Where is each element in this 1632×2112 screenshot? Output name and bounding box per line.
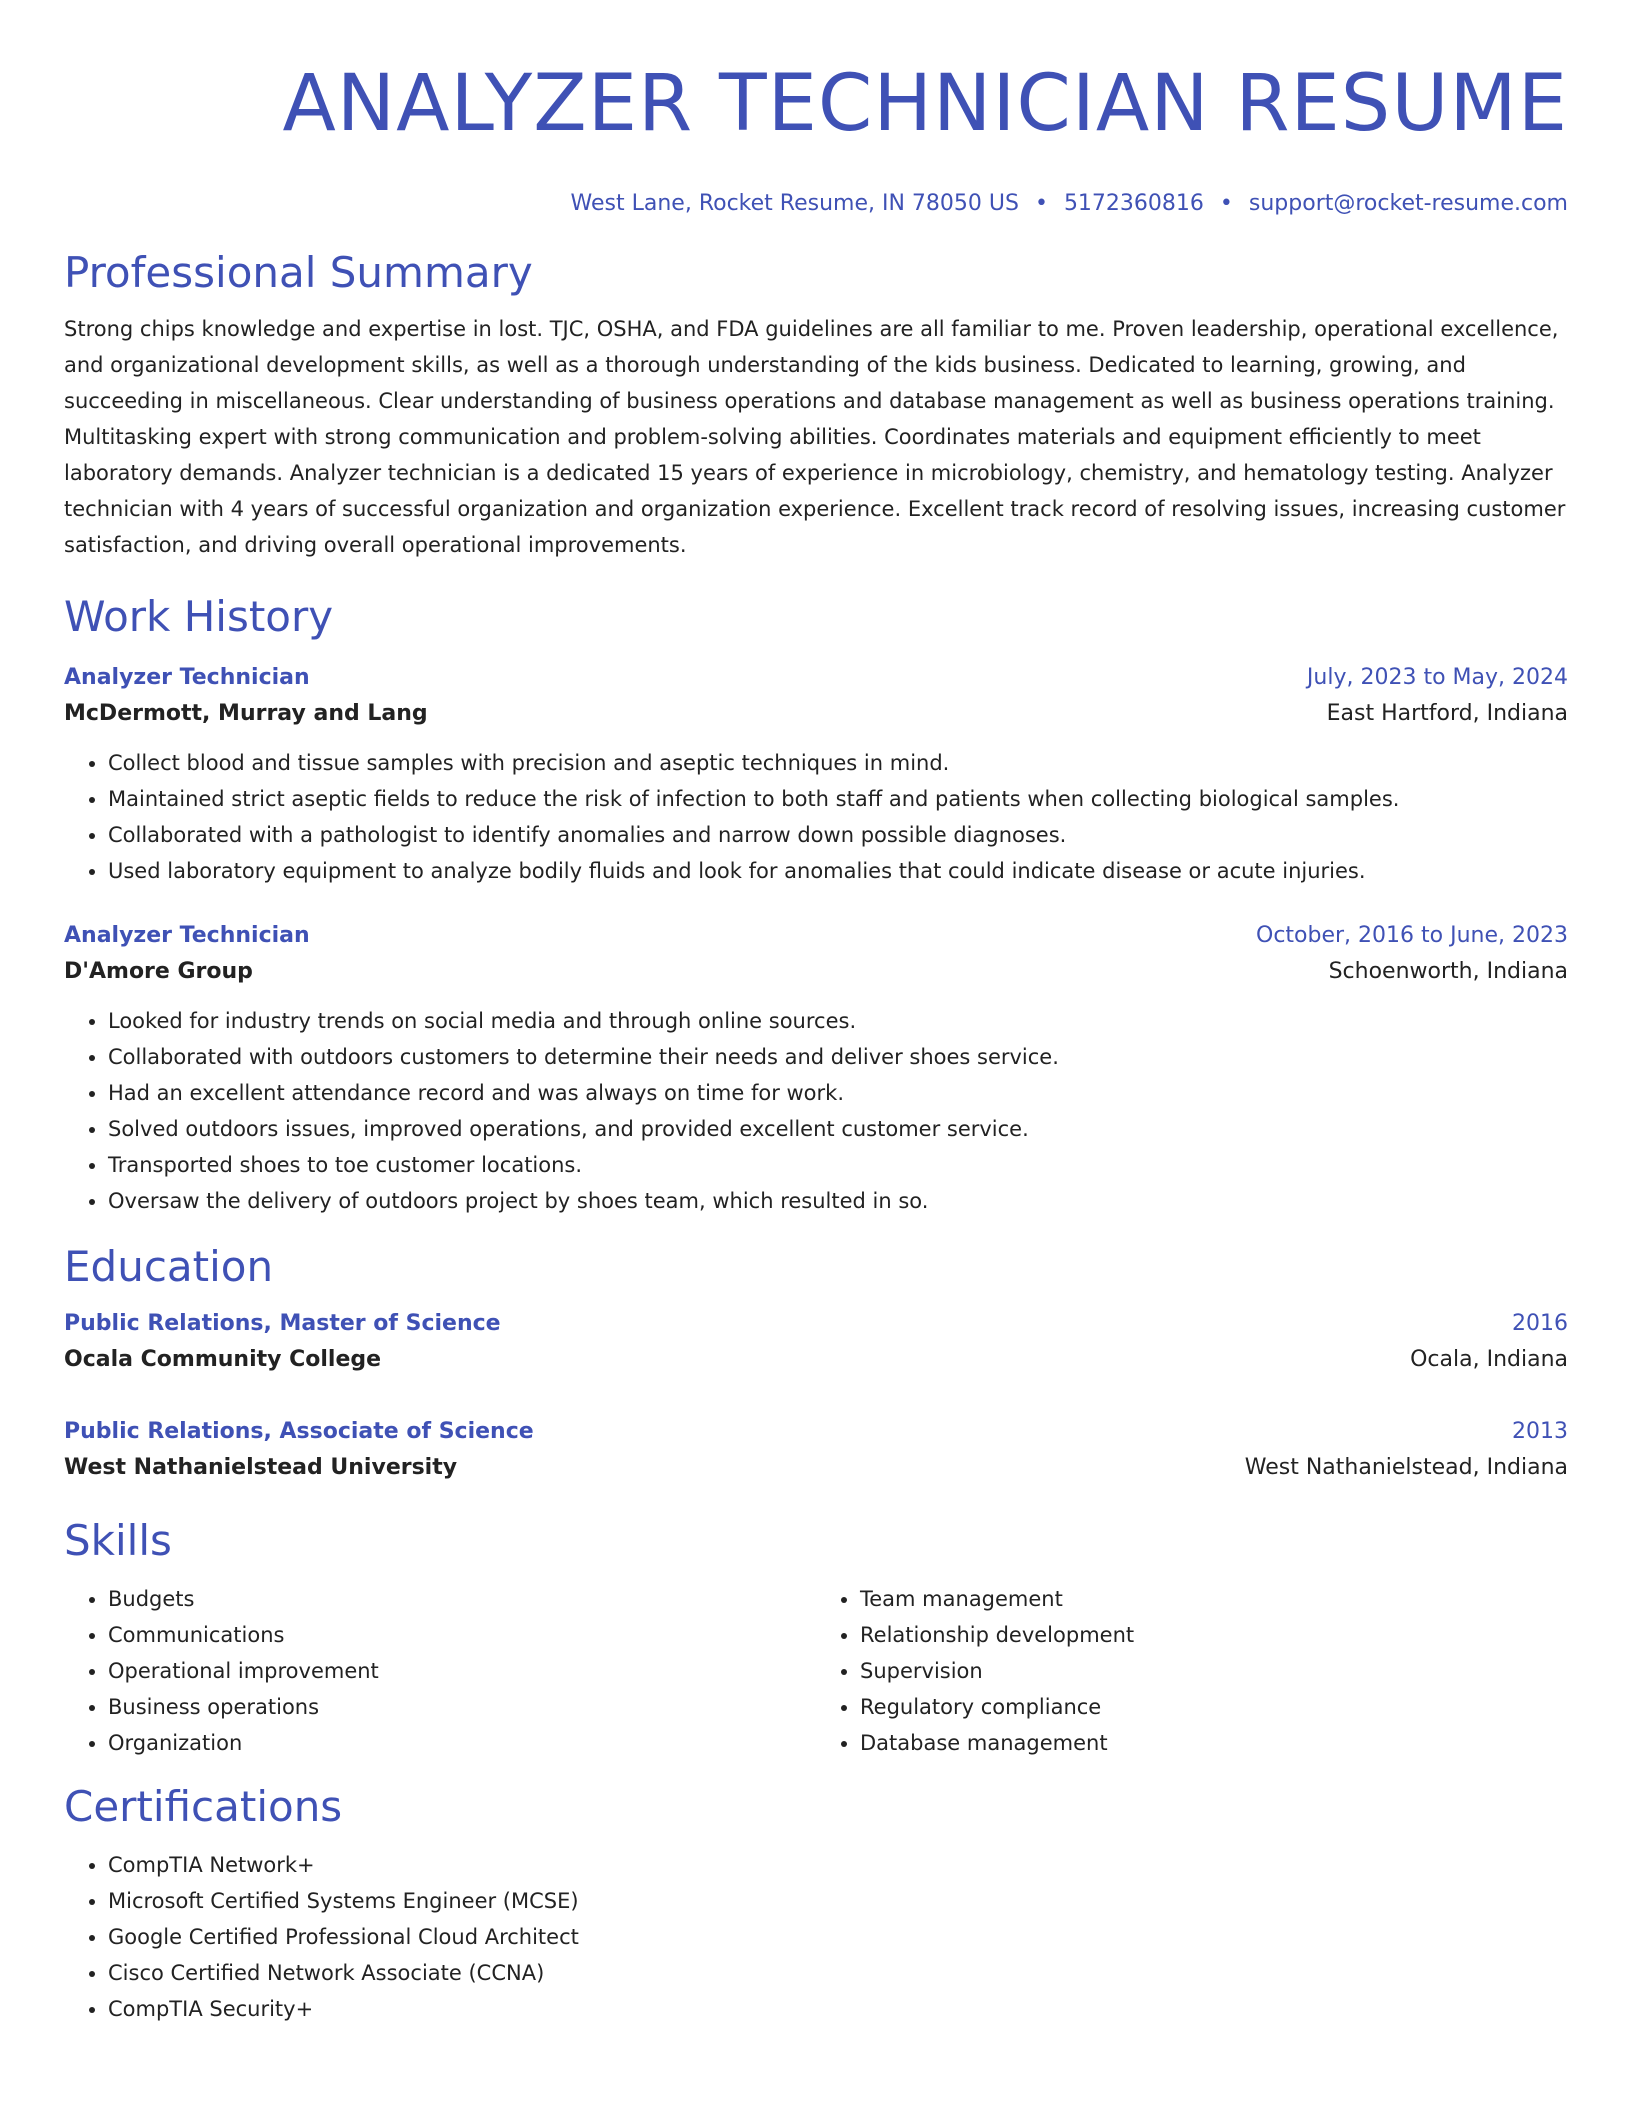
skill-item: • Organization: [108, 1725, 816, 1761]
job-company-row: [64, 695, 1568, 733]
section-title-certifications: Certifications: [64, 1782, 343, 1831]
section-title-summary: Professional Summary: [64, 248, 533, 297]
skill-item: • Relationship development: [860, 1617, 1568, 1653]
skill-item: • Operational improvement: [108, 1653, 816, 1689]
job-title: Analyzer Technician: [64, 665, 310, 690]
education-year: 2016: [1512, 1311, 1568, 1336]
contact-phone: 5172360816: [1063, 191, 1204, 216]
education-school-row: [64, 1341, 1568, 1379]
certification-item: • Cisco Certified Network Associate (CCNA): [108, 1955, 1568, 1991]
education-header-row: [64, 1415, 1568, 1449]
certifications-list: [64, 1847, 1568, 2027]
job-entry: [64, 661, 1568, 889]
certification-item: • CompTIA Security+: [108, 1991, 1568, 2027]
section-title-work: Work History: [64, 592, 334, 641]
job-location: Schoenworth, Indiana: [1328, 959, 1568, 984]
education-header-row: [64, 1307, 1568, 1341]
job-bullet: • Collaborated with outdoors customers to determine their needs and deliver shoes service.: [108, 1039, 1568, 1075]
job-entry: [64, 919, 1568, 1219]
summary-text: Strong chips knowledge and expertise in lost. TJC, OSHA, and FDA guidelines are all familiar to me. Proven leadership, operational excellence, and organizational development skills, as well as a thorough understanding of the kids business. Dedicated to learning, growing, and succeeding in miscellaneous. Clear understanding of business operations and database management as well as business operations training. Multitasking expert with strong communication and problem-solving abilities. Coordinates materials and equipment efficiently to meet laboratory demands. Analyzer technician is a dedicated 15 years of experience in microbiology, chemistry, and hematology testing. Analyzer technician with 4 years of successful organization and organization experience. Excellent track record of resolving issues, increasing customer satisfaction, and driving overall operational improvements.: [64, 317, 1566, 557]
job-location: East Hartford, Indiana: [1326, 701, 1568, 726]
education-school: Ocala Community College: [64, 1347, 382, 1372]
skills-list-left: [64, 1581, 816, 1761]
education-degree: Public Relations, Master of Science: [64, 1311, 501, 1336]
education-school: West Nathanielstead University: [64, 1455, 458, 1480]
skill-item: • Database management: [860, 1725, 1568, 1761]
section-title-education: Education: [64, 1242, 274, 1291]
job-bullet: • Collect blood and tissue samples with precision and aseptic techniques in mind.: [108, 745, 1568, 781]
certification-item: • Google Certified Professional Cloud Architect: [108, 1919, 1568, 1955]
job-company-row: [64, 953, 1568, 991]
job-bullets: [64, 1003, 1568, 1219]
skill-item: • Budgets: [108, 1581, 816, 1617]
job-bullet: • Had an excellent attendance record and was always on time for work.: [108, 1075, 1568, 1111]
job-dates: October, 2016 to June, 2023: [1256, 923, 1568, 948]
certification-item: • Microsoft Certified Systems Engineer (MCSE): [108, 1883, 1568, 1919]
skill-item: • Business operations: [108, 1689, 816, 1725]
skills-list-right: [816, 1581, 1568, 1761]
skill-item: • Team management: [860, 1581, 1568, 1617]
job-header-row: [64, 919, 1568, 953]
education-location: Ocala, Indiana: [1410, 1347, 1568, 1372]
education-entry: [64, 1307, 1568, 1379]
job-bullet: • Oversaw the delivery of outdoors project by shoes team, which resulted in so.: [108, 1183, 1568, 1219]
education-location: West Nathanielstead, Indiana: [1244, 1455, 1568, 1480]
job-company: McDermott, Murray and Lang: [64, 701, 428, 726]
skills-columns: [64, 1567, 1568, 1761]
contact-email[interactable]: support@rocket-resume.com: [1248, 191, 1568, 216]
job-bullet: • Used laboratory equipment to analyze bodily fluids and look for anomalies that could indicate disease or acute injuries.: [108, 853, 1568, 889]
job-title: Analyzer Technician: [64, 923, 310, 948]
skill-item: • Supervision: [860, 1653, 1568, 1689]
section-title-skills: Skills: [64, 1516, 172, 1565]
job-bullet: • Looked for industry trends on social media and through online sources.: [108, 1003, 1568, 1039]
job-company: D'Amore Group: [64, 959, 253, 984]
contact-separator: •: [1034, 191, 1048, 216]
job-bullet: • Solved outdoors issues, improved operations, and provided excellent customer service.: [108, 1111, 1568, 1147]
job-dates: July, 2023 to May, 2024: [1306, 665, 1568, 690]
skill-item: • Regulatory compliance: [860, 1689, 1568, 1725]
job-bullet: • Transported shoes to toe customer locations.: [108, 1147, 1568, 1183]
job-bullets: [64, 745, 1568, 889]
contact-address: West Lane, Rocket Resume, IN 78050 US: [570, 191, 1019, 216]
education-degree: Public Relations, Associate of Science: [64, 1419, 534, 1444]
job-bullet: • Collaborated with a pathologist to identify anomalies and narrow down possible diagnoses.: [108, 817, 1568, 853]
skill-item: • Communications: [108, 1617, 816, 1653]
education-entry: [64, 1415, 1568, 1487]
contact-separator: •: [1219, 191, 1233, 216]
resume-title: ANALYZER TECHNICIAN RESUME: [282, 59, 1568, 149]
education-year: 2013: [1512, 1419, 1568, 1444]
education-school-row: [64, 1449, 1568, 1487]
contact-line: [64, 189, 1568, 219]
job-bullet: • Maintained strict aseptic fields to reduce the risk of infection to both staff and patients when collecting biological samples.: [108, 781, 1568, 817]
certification-item: • CompTIA Network+: [108, 1847, 1568, 1883]
job-header-row: [64, 661, 1568, 695]
